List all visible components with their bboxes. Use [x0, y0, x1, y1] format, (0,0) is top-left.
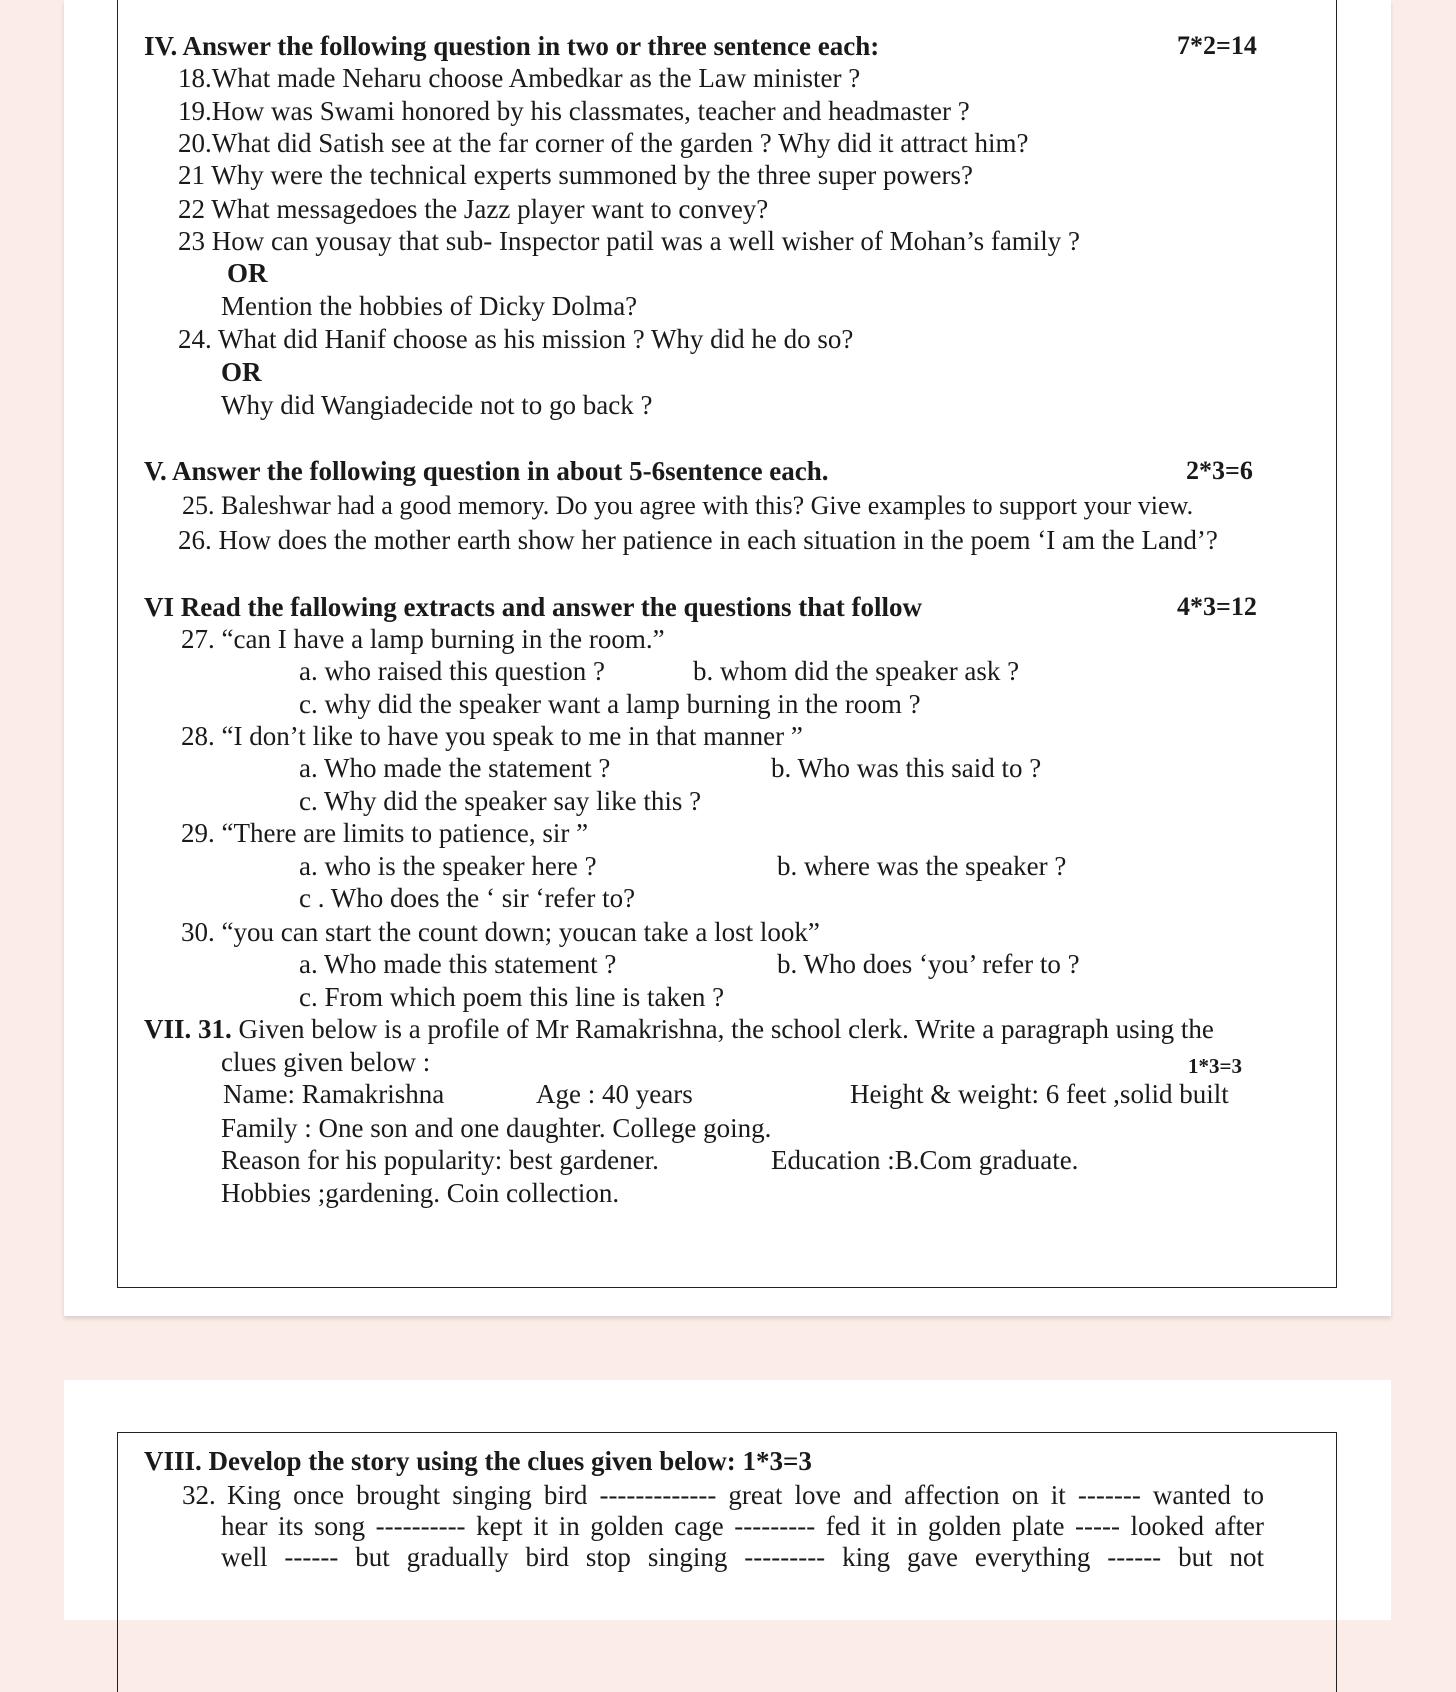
profile-height-weight: Height & weight: 6 feet ,solid built	[850, 1079, 1229, 1109]
question-23: 23 How can yousay that sub- Inspector patil was a well wisher of Mohan’s family ?	[178, 226, 1081, 256]
question-32-clues-line-2: hear its song ---------- kept it in golden cage --------- fed it in golden plate ----- looked after	[221, 1511, 1264, 1541]
question-21: 21 Why were the technical experts summoned by the three super powers?	[178, 160, 973, 190]
question-28: 28. “I don’t like to have you speak to me in that manner ”	[181, 721, 803, 751]
exam-page-1	[64, 0, 1391, 1316]
question-32-clues-line-1: King once brought singing bird ------------- great love and affection on it ------- wanted to	[227, 1480, 1264, 1510]
question-31-prompt	[144, 1013, 1214, 1045]
question-27b: b. whom did the speaker ask ?	[693, 656, 1020, 686]
profile-age: Age : 40 years	[536, 1079, 693, 1109]
profile-name: Name: Ramakrishna	[223, 1079, 445, 1109]
question-27a: a. who raised this question ?	[299, 656, 605, 686]
question-27: 27. “can I have a lamp burning in the room.”	[181, 624, 665, 654]
profile-hobbies: Hobbies ;gardening. Coin collection.	[221, 1178, 620, 1208]
section-4-marks: 7*2=14	[1177, 31, 1257, 60]
question-29: 29. “There are limits to patience, sir ”	[181, 818, 589, 848]
question-25: 25. Baleshwar had a good memory. Do you agree with this? Give examples to support your view.	[182, 491, 1194, 520]
question-23-alternative: Mention the hobbies of Dicky Dolma?	[221, 291, 638, 321]
section-8-heading: VIII. Develop the story using the clues given below: 1*3=3	[144, 1446, 812, 1476]
section-5-marks: 2*3=6	[1186, 456, 1253, 485]
question-32-number: 32.	[182, 1480, 216, 1510]
question-31-prompt-continued: clues given below :	[221, 1047, 431, 1077]
profile-popularity: Reason for his popularity: best gardener.	[221, 1145, 659, 1175]
question-31-label: VII. 31.	[144, 1014, 232, 1044]
or-label-1: OR	[227, 258, 268, 288]
question-29c: c . Who does the ‘ sir ‘refer to?	[299, 883, 636, 913]
or-label-2: OR	[221, 357, 262, 387]
question-31-text: Given below is a profile of Mr Ramakrishna, the school clerk. Write a paragraph using the	[231, 1014, 1214, 1044]
question-29b: b. where was the speaker ?	[777, 851, 1067, 881]
exam-page-2	[64, 1380, 1391, 1620]
question-30b: b. Who does ‘you’ refer to ?	[777, 949, 1080, 979]
question-24: 24. What did Hanif choose as his mission ? Why did he do so?	[178, 324, 854, 354]
question-28c: c. Why did the speaker say like this ?	[299, 786, 702, 816]
question-19: 19.How was Swami honored by his classmates, teacher and headmaster ?	[178, 96, 970, 126]
question-30a: a. Who made this statement ?	[299, 949, 617, 979]
section-6-marks: 4*3=12	[1177, 592, 1257, 621]
section-4-heading: IV. Answer the following question in two or three sentence each:	[144, 31, 880, 61]
question-28b: b. Who was this said to ?	[771, 753, 1042, 783]
question-32-clues-line-3: well ------ but gradually bird stop singing --------- king gave everything ------ but not	[221, 1542, 1264, 1572]
question-26: 26. How does the mother earth show her patience in each situation in the poem ‘I am the Land’?	[178, 525, 1218, 555]
question-28a: a. Who made the statement ?	[299, 753, 611, 783]
question-18: 18.What made Neharu choose Ambedkar as the Law minister ?	[178, 63, 861, 93]
question-30: 30. “you can start the count down; youcan take a lost look”	[181, 917, 820, 947]
question-30c: c. From which poem this line is taken ?	[299, 982, 725, 1012]
question-24-alternative: Why did Wangiadecide not to go back ?	[221, 390, 653, 420]
section-7-marks: 1*3=3	[1188, 1054, 1242, 1078]
profile-education: Education :B.Com graduate.	[771, 1145, 1079, 1175]
question-29a: a. who is the speaker here ?	[299, 851, 597, 881]
profile-family: Family : One son and one daughter. College going.	[221, 1113, 772, 1143]
question-20: 20.What did Satish see at the far corner of the garden ? Why did it attract him?	[178, 128, 1029, 158]
question-22: 22 What messagedoes the Jazz player want to convey?	[178, 194, 769, 224]
section-5-heading: V. Answer the following question in about 5-6sentence each.	[144, 456, 829, 486]
question-27c: c. why did the speaker want a lamp burning in the room ?	[299, 689, 921, 719]
section-6-heading: VI Read the fallowing extracts and answer the questions that follow	[144, 592, 923, 622]
